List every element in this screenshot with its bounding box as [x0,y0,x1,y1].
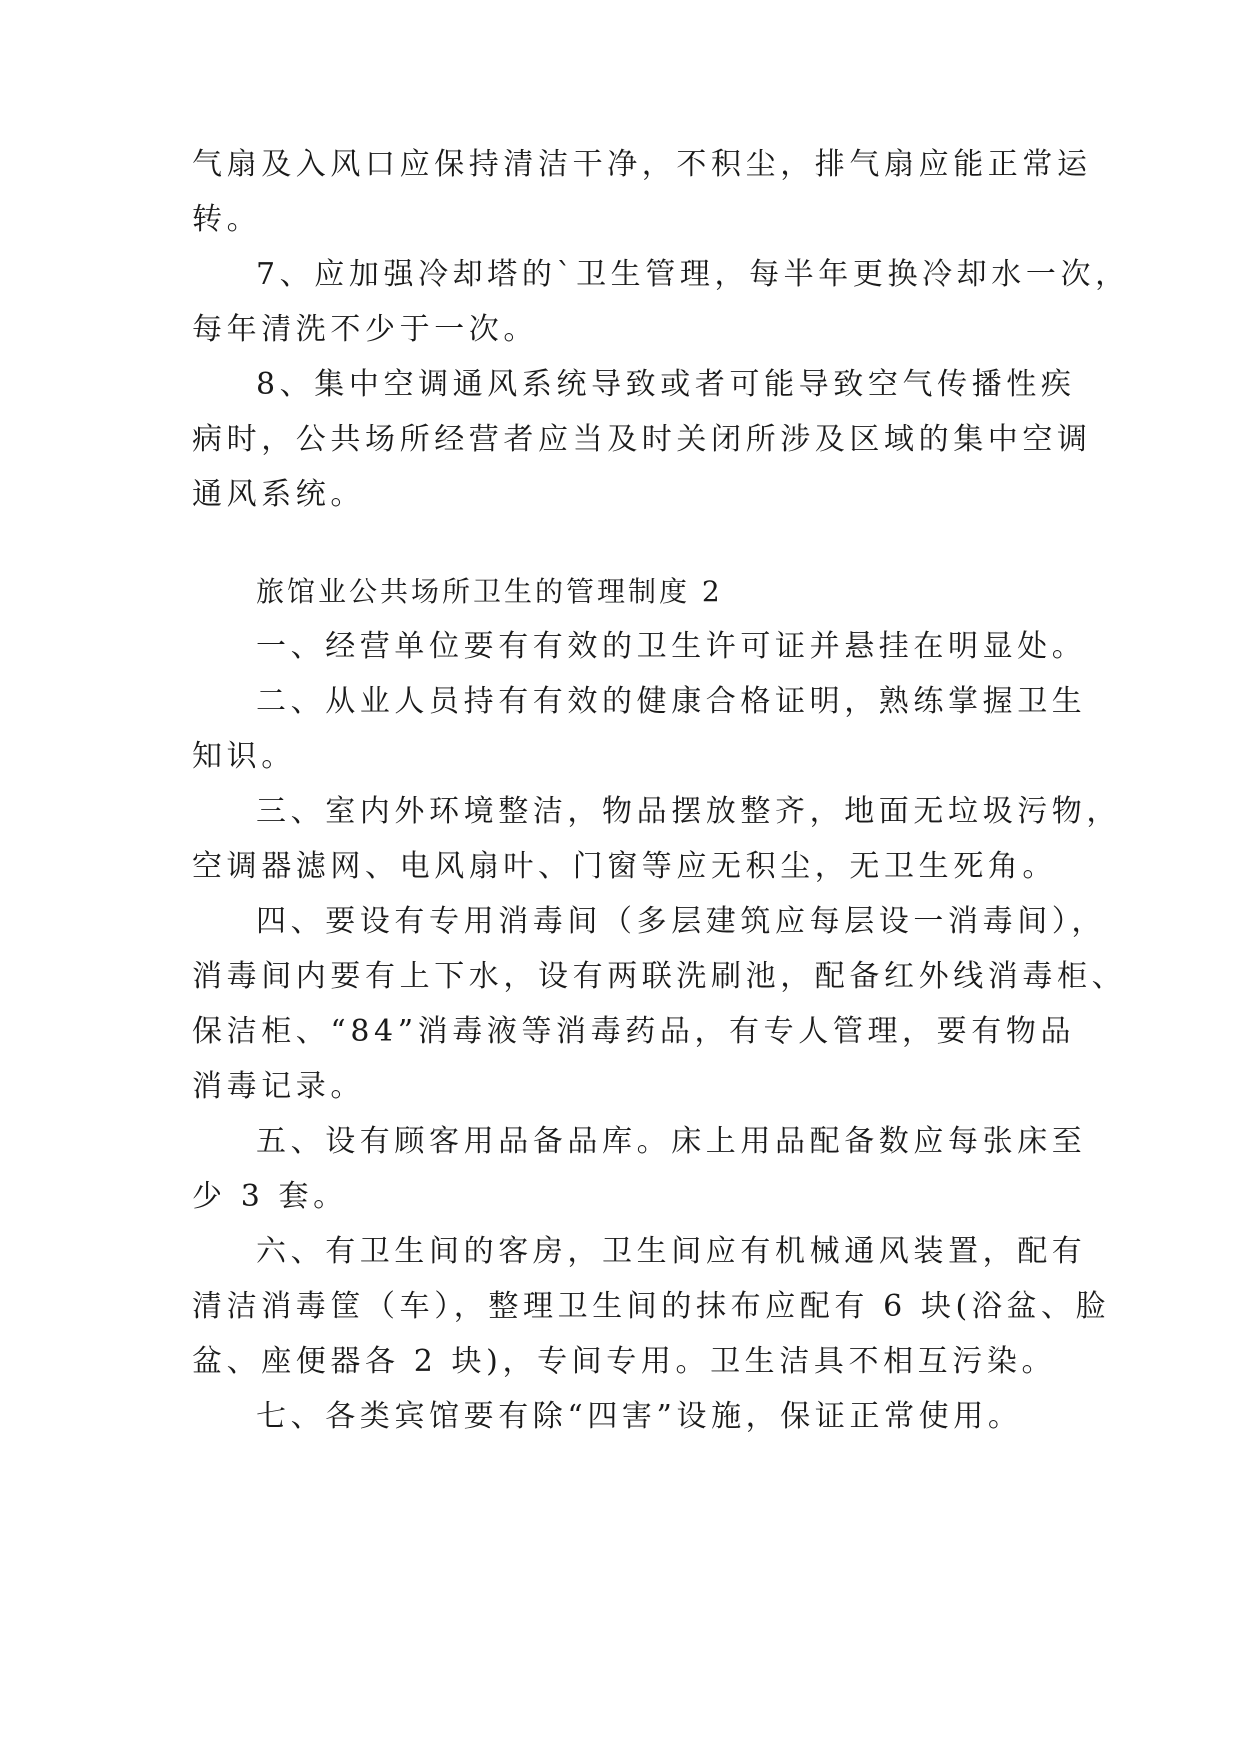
paragraph-line: 五、设有顾客用品备品库。床上用品配备数应每张床至 [256,1124,1087,1159]
paragraph-line: 7、应加强冷却塔的`卫生管理，每半年更换冷却水一次， [256,257,1130,292]
paragraph-line: 消毒间内要有上下水，设有两联洗刷池，配备红外线消毒柜、 [192,959,1127,994]
paragraph-line: 气扇及入风口应保持清洁干净，不积尘，排气扇应能正常运 [192,147,1092,182]
paragraph-line: 七、各类宾馆要有除“四害”设施，保证正常使用。 [256,1399,1023,1434]
paragraph-line: 保洁柜、“84”消毒液等消毒药品，有专人管理，要有物品 [192,1014,1076,1049]
paragraph-line: 三、室内外环境整洁，物品摆放整齐，地面无垃圾污物， [256,794,1121,829]
paragraph-line: 少 3 套。 [192,1179,348,1214]
paragraph-line: 消毒记录。 [192,1069,365,1104]
paragraph-line: 盆、座便器各 2 块)，专间专用。卫生洁具不相互污染。 [192,1344,1057,1379]
paragraph-line: 转。 [192,202,262,237]
paragraph-line: 二、从业人员持有有效的健康合格证明，熟练掌握卫生 [256,684,1087,719]
paragraph-line: 知识。 [192,739,296,774]
paragraph-line: 四、要设有专用消毒间（多层建筑应每层设一消毒间）， [256,904,1106,939]
paragraph-line: 8、集中空调通风系统导致或者可能导致空气传播性疾 [256,367,1076,402]
paragraph-line: 病时，公共场所经营者应当及时关闭所涉及区域的集中空调 [192,422,1092,457]
paragraph-line: 清洁消毒筐（车），整理卫生间的抹布应配有 6 块(浴盆、脸 [192,1289,1111,1324]
paragraph-line: 六、有卫生间的客房，卫生间应有机械通风装置，配有 [256,1234,1087,1269]
paragraph-line: 空调器滤网、电风扇叶、门窗等应无积尘，无卫生死角。 [192,849,1057,884]
paragraph-line: 一、经营单位要有有效的卫生许可证并悬挂在明显处。 [256,629,1087,664]
paragraph-line: 每年清洗不少于一次。 [192,312,538,347]
paragraph-line: 通风系统。 [192,477,365,512]
section-title: 旅馆业公共场所卫生的管理制度 2 [256,575,723,608]
